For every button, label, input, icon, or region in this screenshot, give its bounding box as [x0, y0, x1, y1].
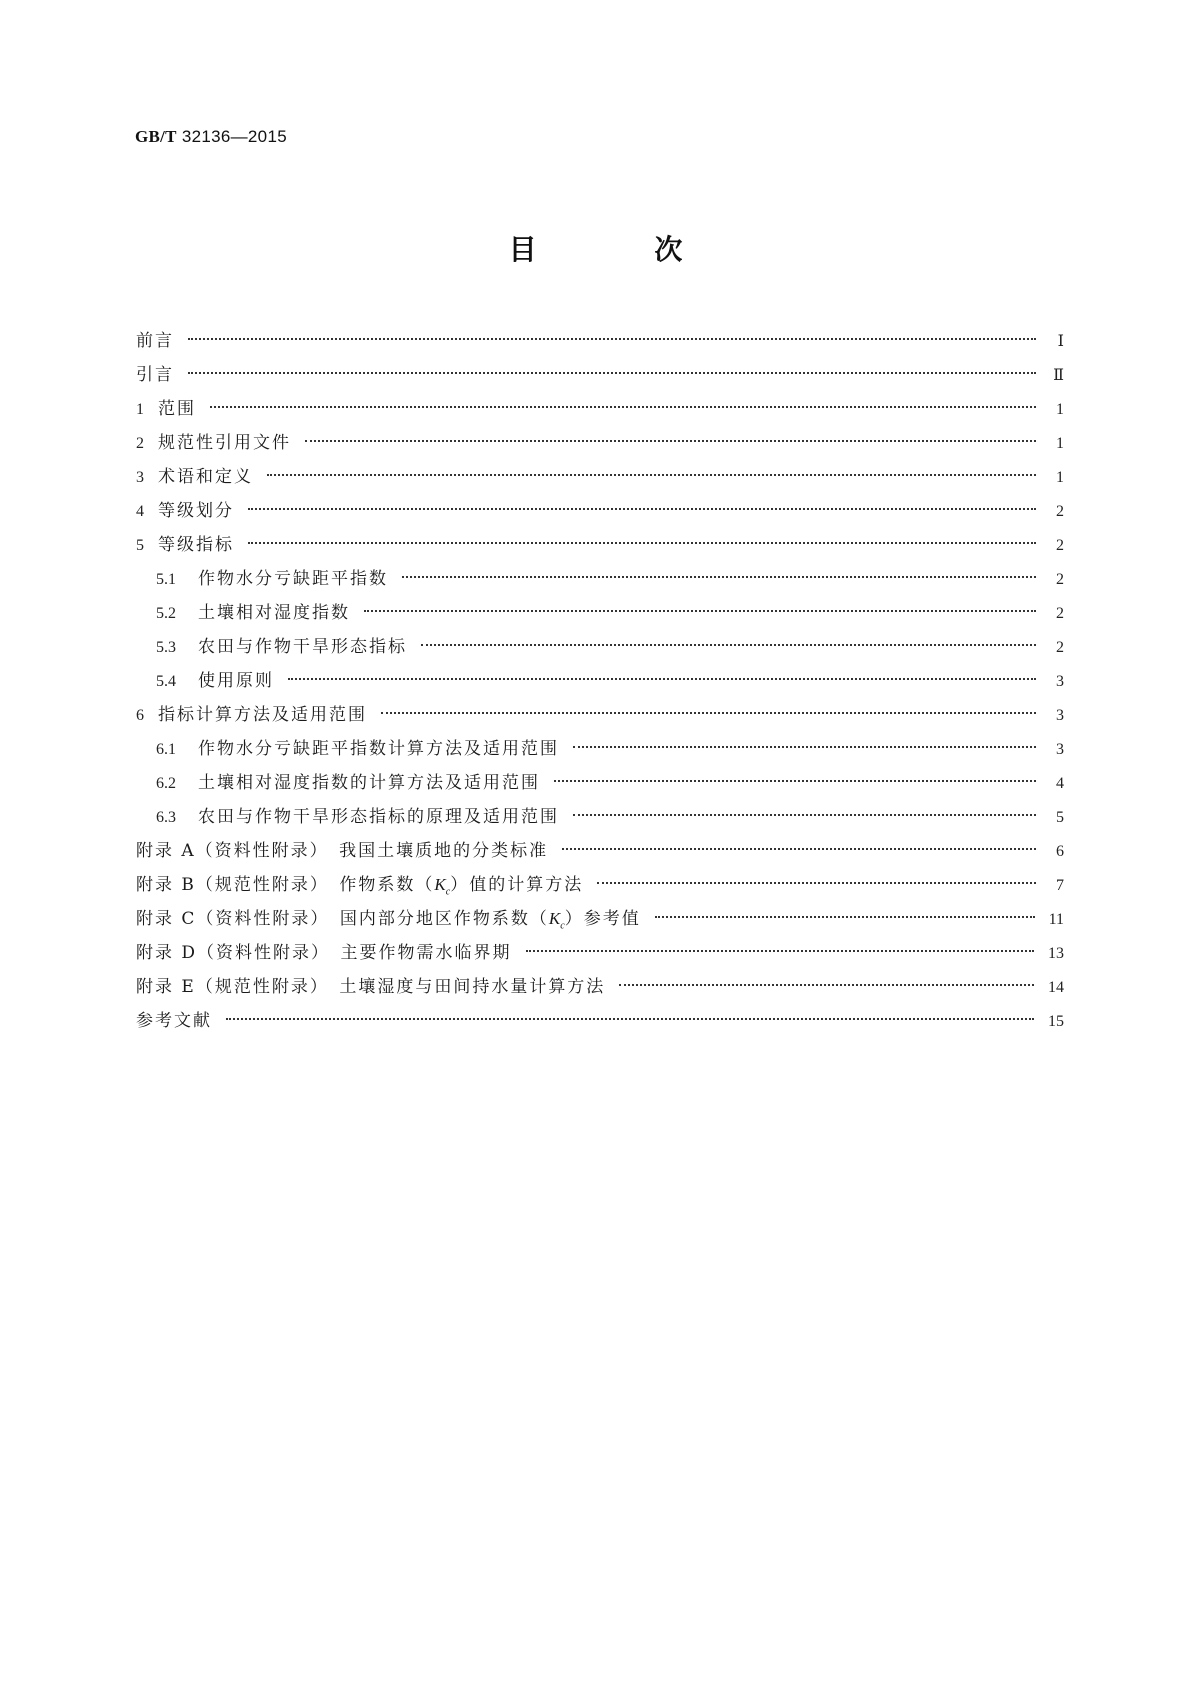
toc-entry-label: 土壤相对湿度指数: [198, 603, 350, 623]
toc-entry-number: 6.1: [156, 741, 176, 758]
toc-entry-number: 5: [136, 537, 144, 554]
toc-dot-leader: [421, 644, 1036, 646]
toc-entry-label: 范围: [158, 399, 196, 419]
toc-entry-page: 2: [1056, 503, 1064, 520]
toc-entry-appendix-a[interactable]: [136, 838, 1064, 864]
toc-entry-label: 附录 D（资料性附录） 主要作物需水临界期: [136, 943, 512, 963]
toc-entry-6-1[interactable]: [136, 736, 1064, 762]
toc-dot-leader: [188, 338, 1036, 340]
toc-entry-page: 5: [1056, 809, 1064, 826]
toc-dot-leader: [655, 916, 1035, 918]
toc-entry-page: 2: [1056, 537, 1064, 554]
toc-entry-label: 农田与作物干旱形态指标: [198, 637, 407, 657]
toc-entry-number: 5.3: [156, 639, 176, 656]
toc-entry-appendix-d[interactable]: [136, 940, 1064, 966]
toc-entry-label: 农田与作物干旱形态指标的原理及适用范围: [198, 807, 559, 827]
toc-dot-leader: [226, 1018, 1034, 1020]
toc-entry-page: 2: [1056, 639, 1064, 656]
toc-entry-label: 指标计算方法及适用范围: [158, 705, 367, 725]
toc-dot-leader: [573, 746, 1036, 748]
toc-entry-label: 附录 E（规范性附录） 土壤湿度与田间持水量计算方法: [136, 977, 606, 997]
toc-dot-leader: [402, 576, 1036, 578]
toc-entry-6-3[interactable]: [136, 804, 1064, 830]
kc-letter: K: [434, 875, 446, 894]
label-text-pre: 附录 C（资料性附录） 国内部分地区作物系数（: [136, 909, 549, 929]
toc-entry-grade-indices[interactable]: [136, 532, 1064, 558]
toc-entry-normative-references[interactable]: [136, 430, 1064, 456]
toc-entry-page: 1: [1056, 435, 1064, 452]
toc-entry-5-2[interactable]: [136, 600, 1064, 626]
toc-entry-6-2[interactable]: [136, 770, 1064, 796]
toc-entry-label: 作物水分亏缺距平指数: [198, 569, 388, 589]
toc-entry-page: 2: [1056, 605, 1064, 622]
document-code: [135, 127, 287, 147]
toc-entry-appendix-c[interactable]: [136, 906, 1064, 932]
toc-entry-label: [136, 906, 641, 939]
toc-entry-calculation-methods[interactable]: [136, 702, 1064, 728]
toc-entry-appendix-b[interactable]: [136, 872, 1064, 898]
toc-dot-leader: [210, 406, 1036, 408]
toc-entry-5-3[interactable]: [136, 634, 1064, 660]
kc-subscript: c: [560, 920, 565, 932]
toc-entry-foreword[interactable]: [136, 328, 1064, 354]
doc-code-number: 32136—2015: [181, 127, 287, 146]
toc-entry-page: 13: [1048, 945, 1064, 962]
toc-entry-label: 使用原则: [198, 671, 274, 691]
toc-entry-page: Ⅱ: [1053, 367, 1064, 384]
toc-entry-grade-classification[interactable]: [136, 498, 1064, 524]
toc-dot-leader: [619, 984, 1034, 986]
toc-entry-label: 术语和定义: [158, 467, 253, 487]
toc-dot-leader: [573, 814, 1036, 816]
toc-entry-5-4[interactable]: [136, 668, 1064, 694]
toc-entry-page: 2: [1056, 571, 1064, 588]
toc-entry-introduction[interactable]: [136, 362, 1064, 388]
kc-letter: K: [548, 909, 561, 928]
toc-entry-number: 5.4: [156, 673, 176, 690]
label-text-pre: 附录 B（规范性附录） 作物系数（: [136, 875, 435, 895]
toc-dot-leader: [305, 440, 1036, 442]
toc-entry-appendix-e[interactable]: [136, 974, 1064, 1000]
toc-entry-page: 7: [1056, 877, 1064, 894]
toc-dot-leader: [288, 678, 1036, 680]
toc-entry-page: 1: [1056, 401, 1064, 418]
toc-entry-label: [136, 872, 583, 905]
toc-entry-page: 1: [1056, 469, 1064, 486]
toc-entry-page: 15: [1048, 1013, 1064, 1030]
toc-entry-scope[interactable]: [136, 396, 1064, 422]
kc-symbol: [548, 909, 565, 932]
toc-dot-leader: [248, 542, 1036, 544]
toc-entry-terms[interactable]: [136, 464, 1064, 490]
toc-dot-leader: [381, 712, 1036, 714]
toc-entry-label: 规范性引用文件: [158, 433, 291, 453]
toc-entry-page: 14: [1048, 979, 1064, 996]
toc-entry-number: 5.2: [156, 605, 176, 622]
toc-entry-number: 2: [136, 435, 144, 452]
toc-dot-leader: [562, 848, 1036, 850]
toc-entry-page: 3: [1056, 741, 1064, 758]
toc-dot-leader: [267, 474, 1036, 476]
toc-entry-number: 4: [136, 503, 144, 520]
toc-entry-page: 3: [1056, 707, 1064, 724]
toc-dot-leader: [526, 950, 1034, 952]
toc-dot-leader: [188, 372, 1036, 374]
toc-entry-number: 6.2: [156, 775, 176, 792]
toc-entry-number: 1: [136, 401, 144, 418]
toc-dot-leader: [248, 508, 1036, 510]
toc-dot-leader: [554, 780, 1036, 782]
toc-entry-label: 引言: [136, 365, 174, 385]
toc-entry-label: 等级指标: [158, 535, 234, 555]
toc-dot-leader: [597, 882, 1036, 884]
toc-entry-page: 6: [1056, 843, 1064, 860]
toc-entry-page: 11: [1048, 911, 1064, 928]
toc-entry-page: 4: [1056, 775, 1064, 792]
toc-entry-number: 6: [136, 707, 144, 724]
toc-entry-bibliography[interactable]: [136, 1008, 1064, 1034]
label-text-post: ）参考值: [564, 909, 641, 929]
toc-entry-5-1[interactable]: [136, 566, 1064, 592]
toc-entry-label: 附录 A（资料性附录） 我国土壤质地的分类标准: [136, 841, 549, 861]
toc-entry-number: 6.3: [156, 809, 176, 826]
toc-dot-leader: [364, 610, 1036, 612]
toc-entry-number: 5.1: [156, 571, 176, 588]
toc-entry-label: 参考文献: [136, 1011, 212, 1031]
toc-entry-label: 等级划分: [158, 501, 234, 521]
toc-entry-label: 土壤相对湿度指数的计算方法及适用范围: [198, 773, 540, 793]
kc-subscript: c: [445, 886, 451, 898]
toc-entry-page: 3: [1056, 673, 1064, 690]
doc-code-prefix: GB/T: [135, 127, 177, 146]
toc-entry-label: 作物水分亏缺距平指数计算方法及适用范围: [198, 739, 559, 759]
toc-entry-label: 前言: [136, 331, 174, 351]
toc-entry-number: 3: [136, 469, 144, 486]
kc-symbol: [434, 875, 451, 898]
toc-entry-page: Ⅰ: [1057, 333, 1064, 350]
label-text-post: ）值的计算方法: [450, 875, 584, 895]
toc-title: 目 次: [508, 233, 737, 266]
